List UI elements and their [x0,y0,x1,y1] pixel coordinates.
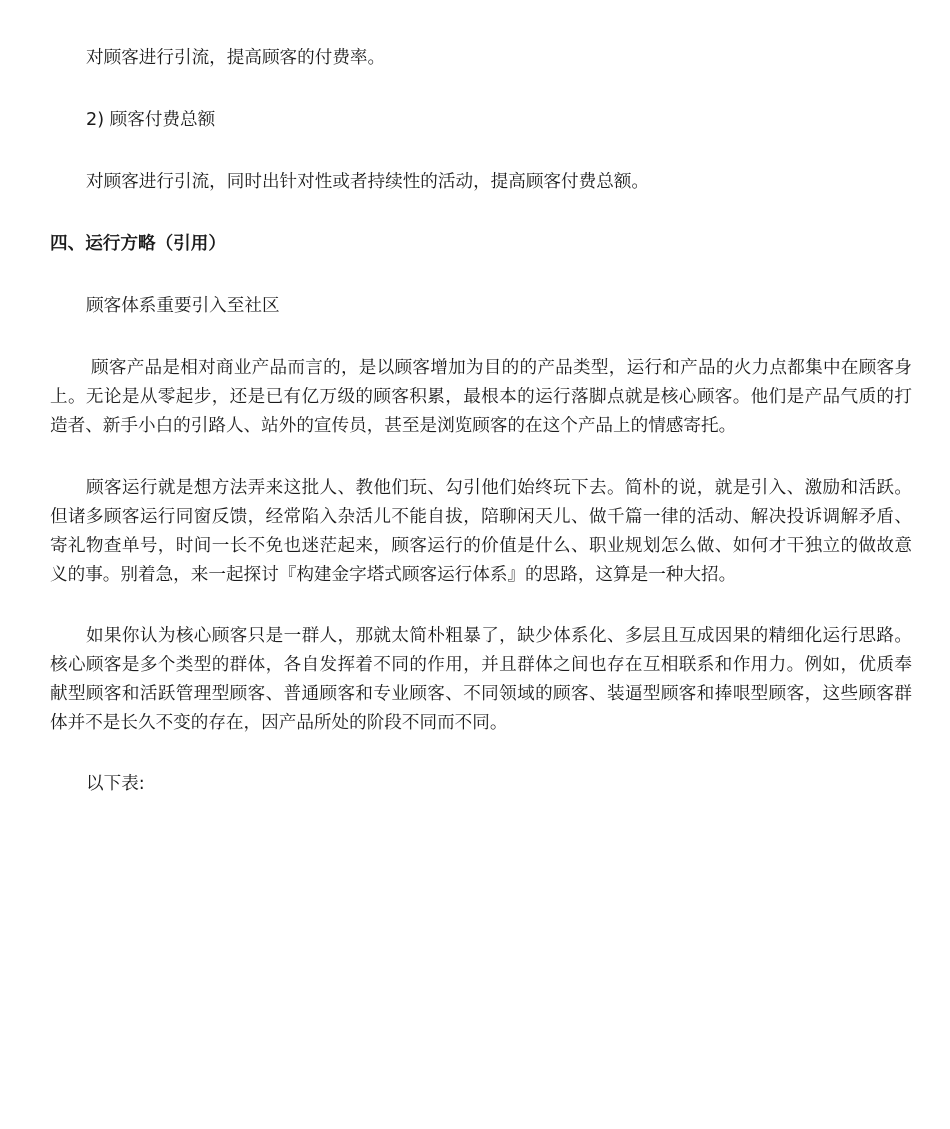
paragraph-user-operation: 顾客运行就是想方法弄来这批人、教他们玩、勾引他们始终玩下去。简朴的说，就是引入、激励和活跃。但诸多顾客运行同窗反馈，经常陷入杂活儿不能自拔，陪聊闲天儿、做千篇一律的活动、解决投诉调解矛盾、寄礼物查单号，时间一长不免也迷茫起来，顾客运行的价值是什么、职业规划怎么做、如何才干独立的做故意义的事。别着急，来一起探讨『构建金字塔式顾客运行体系』的思路，这算是一种大招。 [50,478,912,585]
paragraph-total-payment: 对顾客进行引流，同时出针对性或者持续性的活动，提高顾客付费总额。 [86,172,650,192]
section-heading-strategy: 四、运行方略（引用） [50,234,226,254]
paragraph-user-product: 顾客产品是相对商业产品而言的，是以顾客增加为目的的产品类型，运行和产品的火力点都集中在顾客身上。无论是从零起步，还是已有亿万级的顾客积累，最根本的运行落脚点就是核心顾客。他们是产品气质的打造者、新手小白的引路人、站外的宣传员，甚至是浏览顾客的在这个产品上的情感寄托。 [50,358,912,436]
paragraph-core-users: 如果你认为核心顾客只是一群人，那就太简朴粗暴了，缺少体系化、多层且互成因果的精细化运行思路。核心顾客是多个类型的群体，各自发挥着不同的作用，并且群体之间也存在互相联系和作用力。例如，优质奉献型顾客和活跃管理型顾客、普通顾客和专业顾客、不同领域的顾客、装逼型顾客和捧哏型顾客，这些顾客群体并不是长久不变的存在，因产品所处的阶段不同而不同。 [50,626,912,733]
paragraph-community-intro: 顾客体系重要引入至社区 [86,296,280,316]
paragraph-table-intro: 以下表: [86,774,145,794]
paragraph-traffic-conversion: 对顾客进行引流，提高顾客的付费率。 [86,48,386,68]
subheading-total-payment: 2) 顾客付费总额 [86,110,216,130]
